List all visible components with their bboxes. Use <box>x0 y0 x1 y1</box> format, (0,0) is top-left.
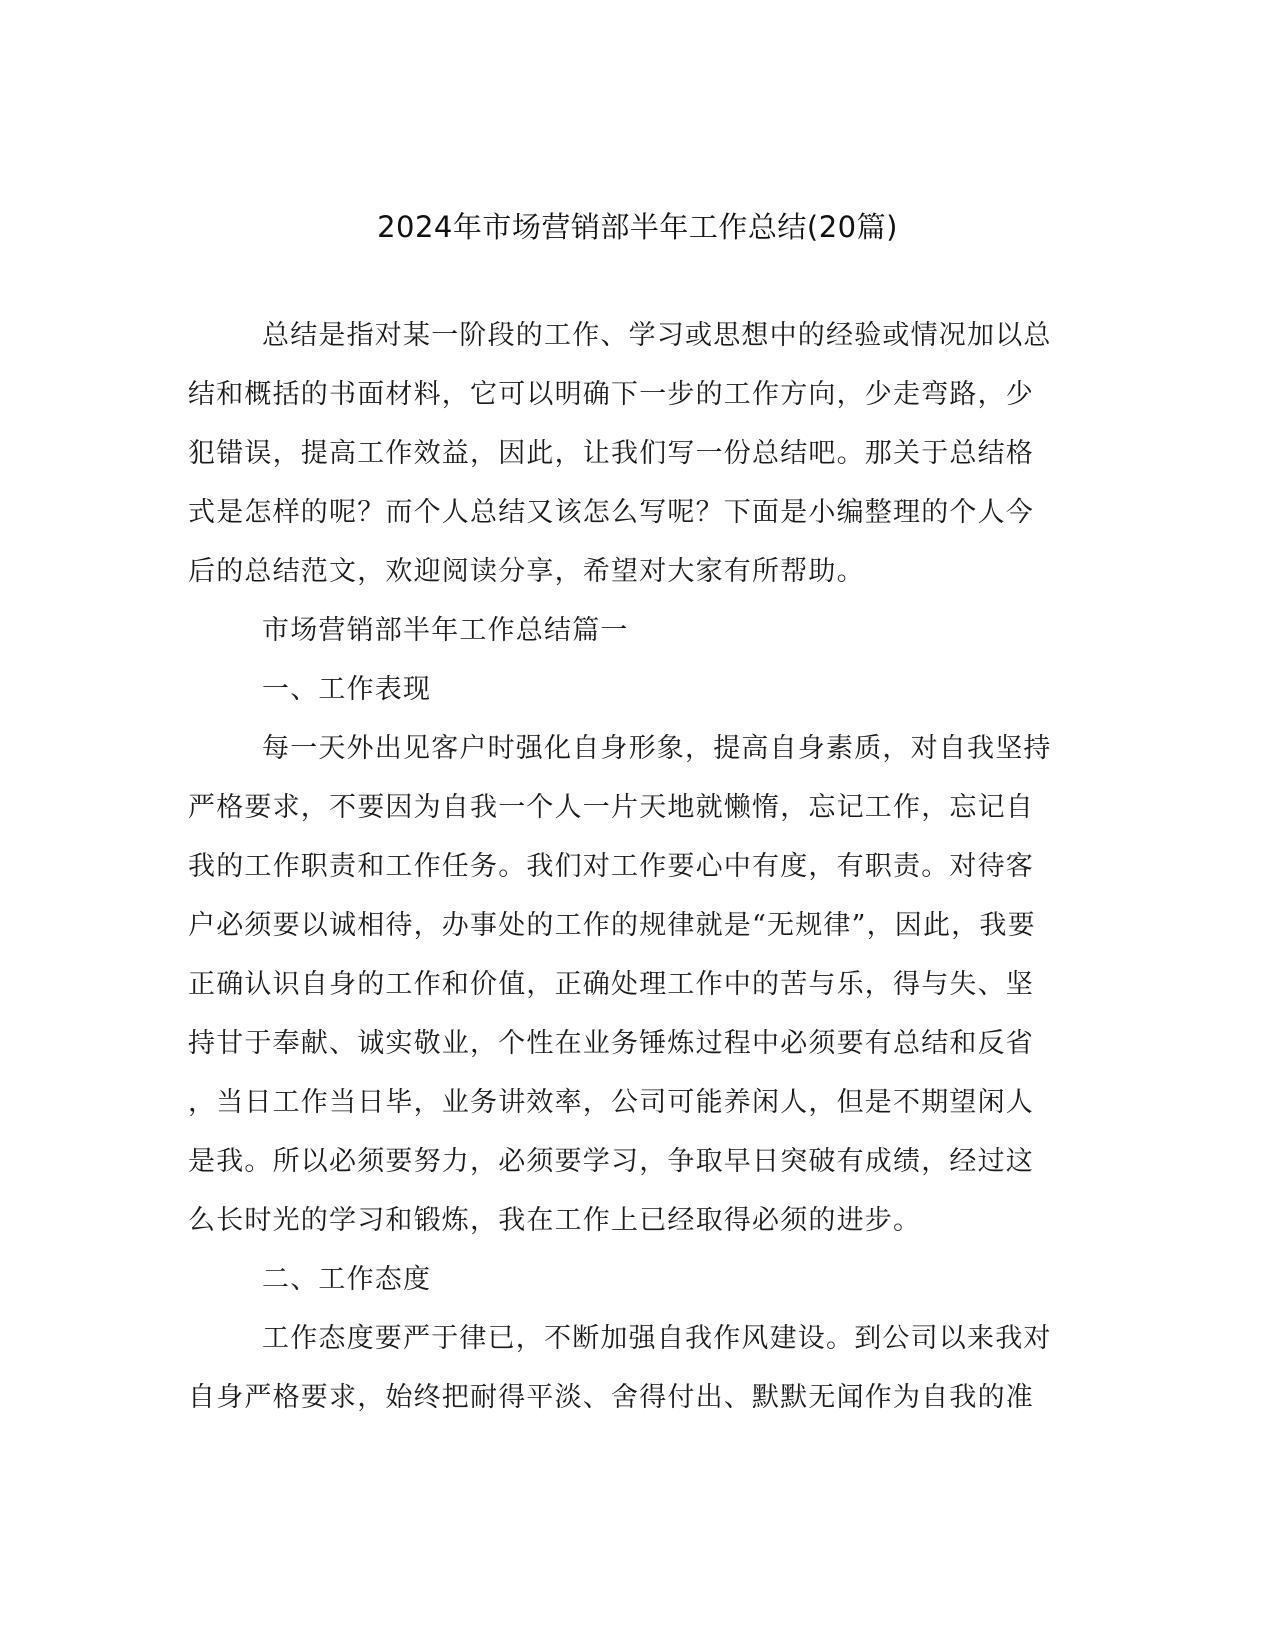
paragraph-line: 自身严格要求，始终把耐得平淡、舍得付出、默默无闻作为自我的准 <box>188 1382 1034 1413</box>
paragraph-line: 后的总结范文，欢迎阅读分享，希望对大家有所帮助。 <box>188 556 865 587</box>
paragraph-line: 么长时光的学习和锻炼，我在工作上已经取得必须的进步。 <box>188 1205 922 1236</box>
section-heading: 二、工作态度 <box>262 1264 432 1295</box>
paragraph-line: 式是怎样的呢？而个人总结又该怎么写呢？下面是小编整理的个人今 <box>188 497 1034 528</box>
paragraph-line: ，当日工作当日毕，业务讲效率，公司可能养闲人，但是不期望闲人 <box>188 1087 1034 1118</box>
paragraph-line: 每一天外出见客户时强化自身形象，提高自身素质，对自我坚持 <box>262 733 1052 764</box>
paragraph-line: 持甘于奉献、诚实敬业，个性在业务锤炼过程中必须要有总结和反省 <box>188 1028 1034 1059</box>
section-heading: 一、工作表现 <box>262 674 432 705</box>
paragraph-line: 户必须要以诚相待，办事处的工作的规律就是“无规律”，因此，我要 <box>188 910 1036 941</box>
paragraph-line: 犯错误，提高工作效益，因此，让我们写一份总结吧。那关于总结格 <box>188 438 1034 469</box>
section-heading: 市场营销部半年工作总结篇一 <box>262 615 629 646</box>
paragraph-line: 正确认识自身的工作和价值，正确处理工作中的苦与乐，得与失、坚 <box>188 969 1034 1000</box>
paragraph-line: 结和概括的书面材料，它可以明确下一步的工作方向，少走弯路，少 <box>188 379 1034 410</box>
document-title: 2024年市场营销部半年工作总结(20篇) <box>377 210 898 244</box>
paragraph-line: 我的工作职责和工作任务。我们对工作要心中有度，有职责。对待客 <box>188 851 1034 882</box>
paragraph-line: 总结是指对某一阶段的工作、学习或思想中的经验或情况加以总 <box>262 320 1052 351</box>
paragraph-line: 是我。所以必须要努力，必须要学习，争取早日突破有成绩，经过这 <box>188 1146 1034 1177</box>
paragraph-line: 严格要求，不要因为自我一个人一片天地就懒惰，忘记工作，忘记自 <box>188 792 1034 823</box>
paragraph-line: 工作态度要严于律已，不断加强自我作风建设。到公司以来我对 <box>262 1323 1052 1354</box>
